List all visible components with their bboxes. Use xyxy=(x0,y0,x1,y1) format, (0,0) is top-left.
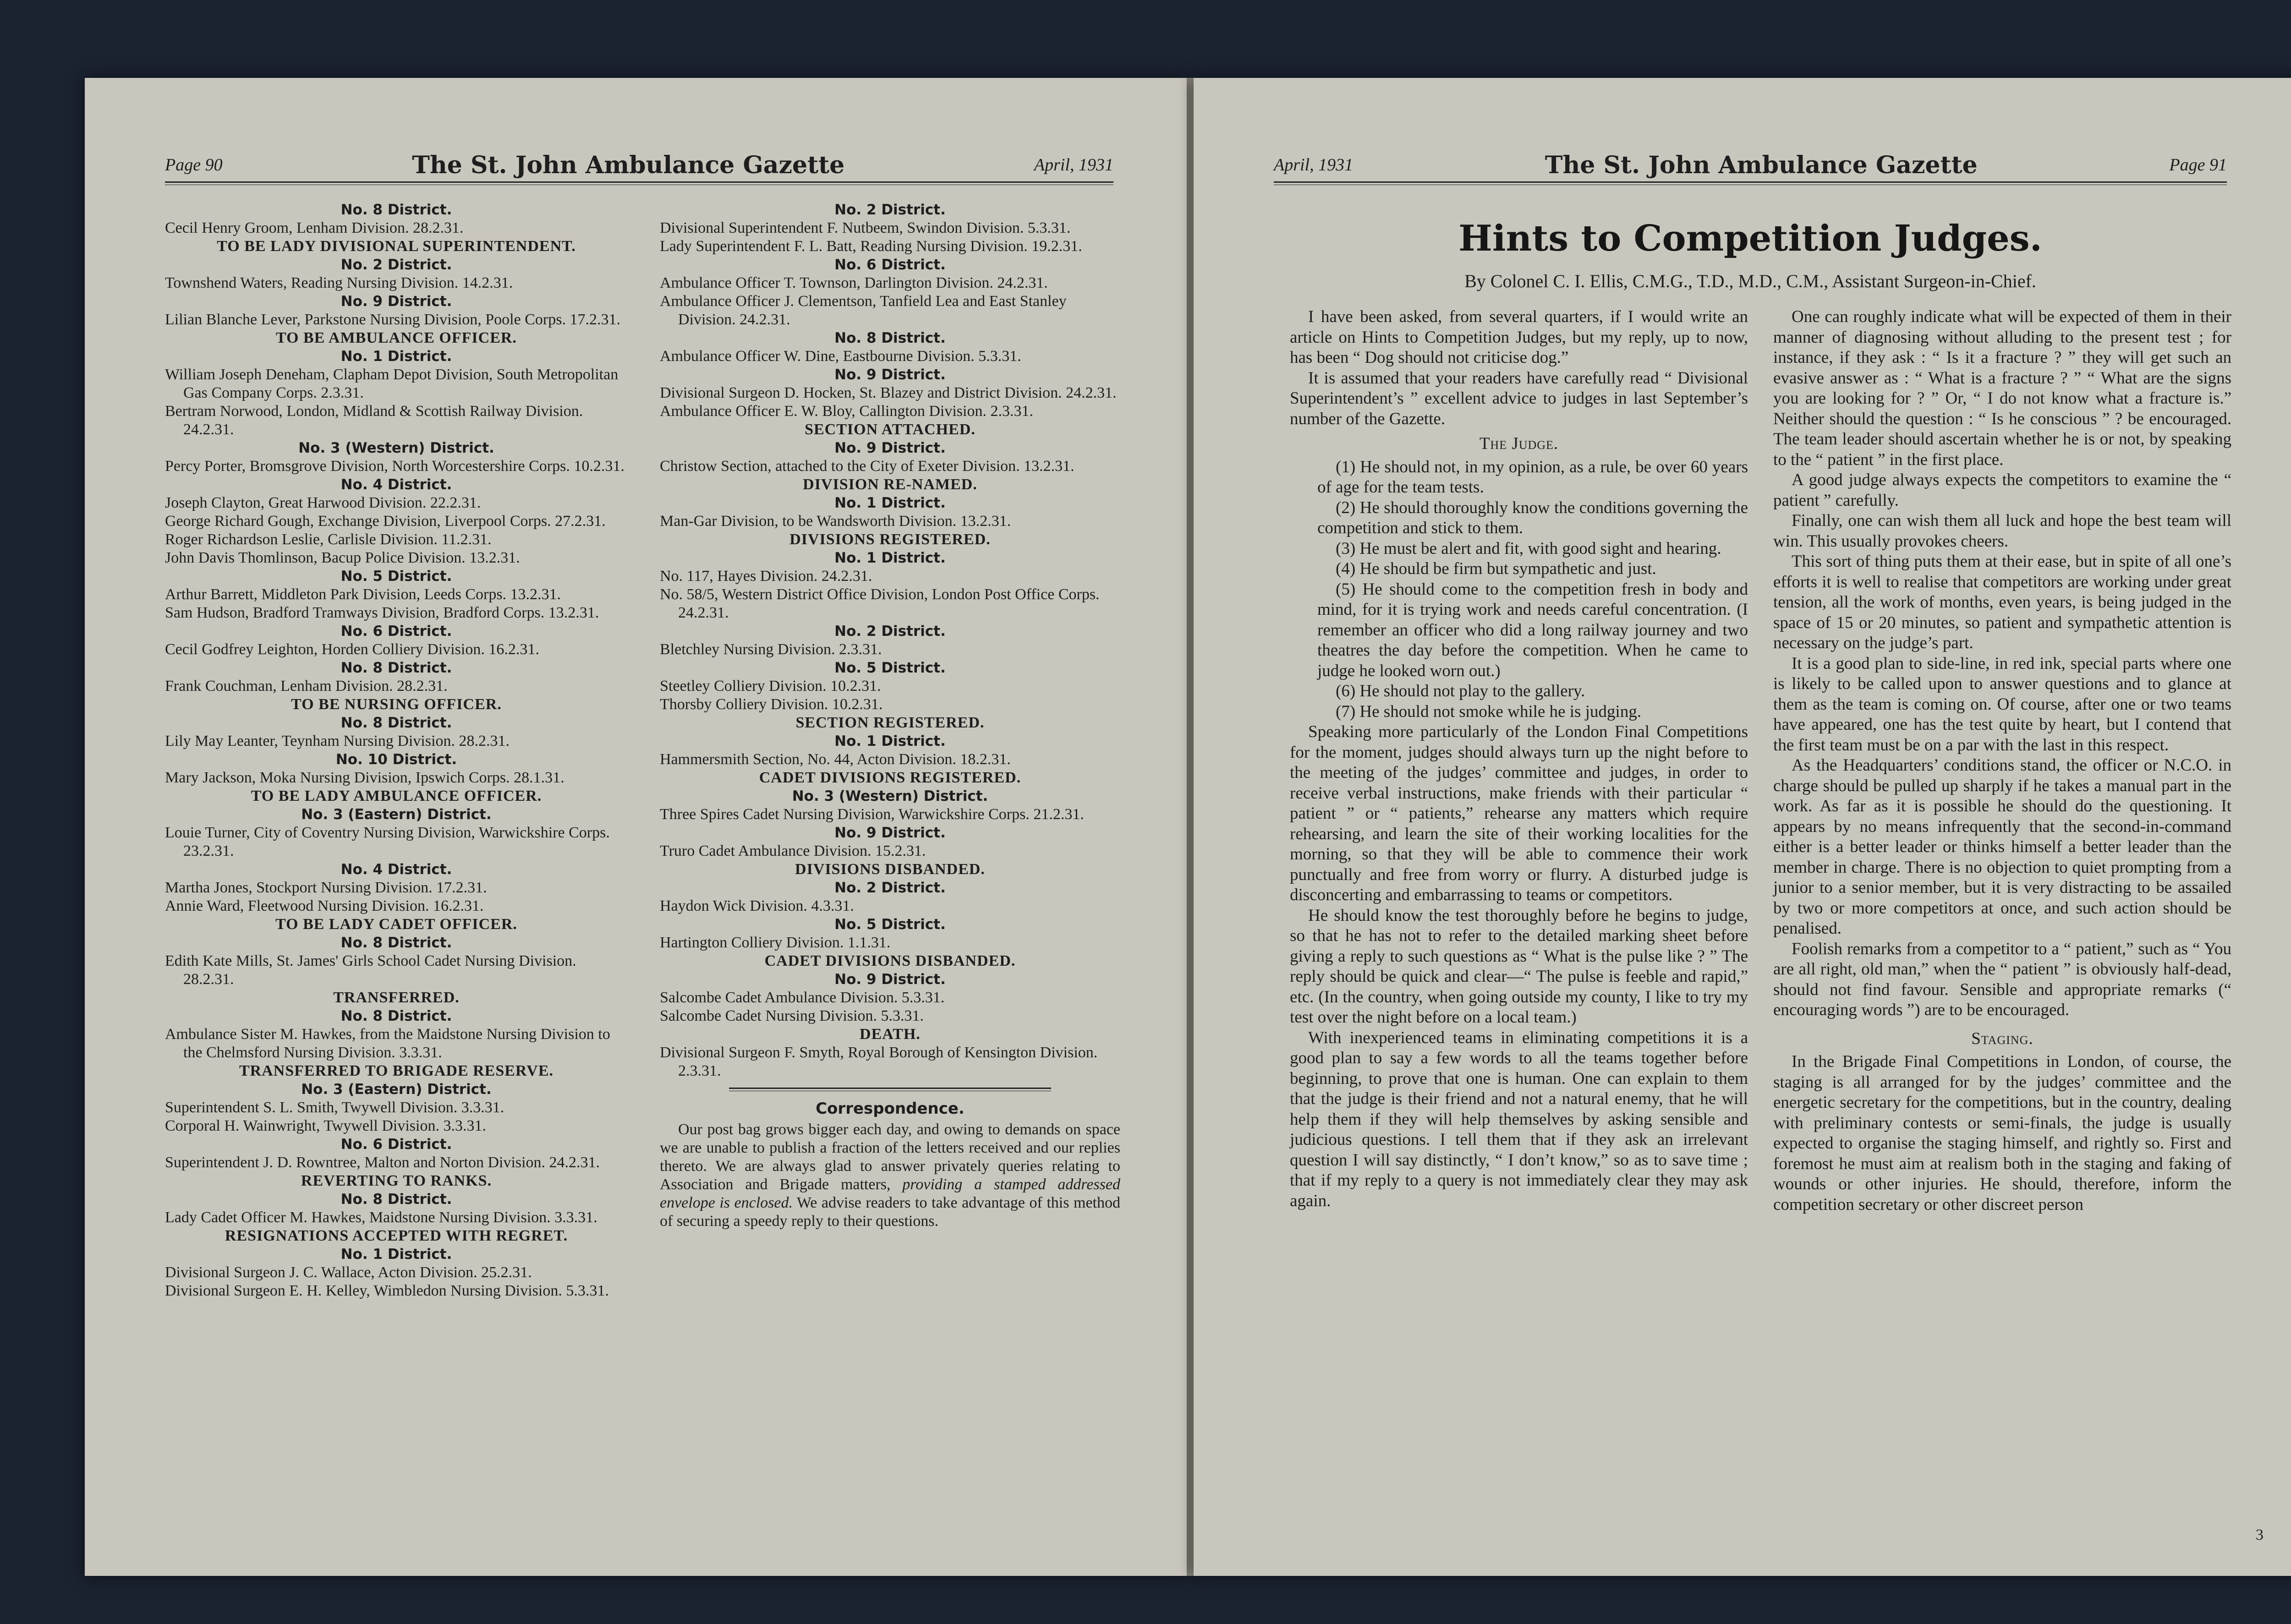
footer-number: 3 xyxy=(2256,1526,2264,1543)
list-entry: Townshend Waters, Reading Nursing Division. 14.2.31. xyxy=(165,274,513,291)
category-heading: REVERTING TO RANKS. xyxy=(301,1172,492,1189)
judge-list xyxy=(1290,457,1748,722)
category-heading: TO BE LADY CADET OFFICER. xyxy=(275,916,517,933)
list-entry: No. 117, Hayes Division. 24.2.31. xyxy=(660,568,872,585)
category-heading: TO BE LADY DIVISIONAL SUPERINTENDENT. xyxy=(217,238,576,255)
list-entry: Joseph Clayton, Great Harwood Division. 22.2.31. xyxy=(165,494,481,511)
category-heading: TO BE AMBULANCE OFFICER. xyxy=(276,329,517,346)
district-heading: No. 6 District. xyxy=(834,257,946,273)
district-heading: No. 4 District. xyxy=(340,476,452,493)
category-heading: RESIGNATIONS ACCEPTED WITH REGRET. xyxy=(225,1227,568,1244)
judge-list-item: (7) He should not smoke while he is judging. xyxy=(1336,702,1641,721)
judge-list-item: (5) He should come to the competition fresh in body and mind, for it is trying work and needs careful concentration. (I remember an officer who did a long railway journey and two theatres the day before the competition. When he came to judge he looked worn out.) xyxy=(1317,580,1748,680)
judge-list-item: (1) He should not, in my opinion, as a rule, be over 60 years of age for the team tests. xyxy=(1317,457,1748,497)
list-entry: Bertram Norwood, London, Midland & Scottish Railway Division. 24.2.31. xyxy=(165,403,583,438)
list-entry: Divisional Surgeon E. H. Kelley, Wimbledon Nursing Division. 5.3.31. xyxy=(165,1282,609,1299)
article-column-2 xyxy=(1773,307,2231,1215)
district-heading: No. 3 (Eastern) District. xyxy=(301,806,492,823)
district-heading: No. 6 District. xyxy=(340,1136,452,1153)
header-rule xyxy=(1274,181,2227,185)
left-page xyxy=(85,78,1187,1576)
running-head-right xyxy=(1274,151,2227,179)
district-heading: No. 9 District. xyxy=(834,825,946,841)
paragraph: Speaking more particularly of the London Final Competitions for the moment, judges should always turn up the night before to the meeting of the judges’ committee and judges, in order to receive verbal instructions, make friends with their particular “ patient ” or “ patients,” rehearse any matters which require rehearsing, and learn the site of their working localities for the morning, so that they will be able to commence their work punctually and free from worry or flurry. A disturbed judge is disconcerting and embarrassing to teams or competitors. xyxy=(1290,722,1748,904)
article-body xyxy=(1290,722,1748,1211)
list-entry: Bletchley Nursing Division. 2.3.31. xyxy=(660,641,882,658)
section-heading-judge: The Judge. xyxy=(1479,434,1559,453)
list-entry: Salcombe Cadet Nursing Division. 5.3.31. xyxy=(660,1007,924,1024)
list-entry: Arthur Barrett, Middleton Park Division, Leeds Corps. 13.2.31. xyxy=(165,586,561,603)
list-entry: Divisional Surgeon J. C. Wallace, Acton Division. 25.2.31. xyxy=(165,1264,532,1281)
issue-date: April, 1931 xyxy=(1034,155,1113,175)
article-title: Hints to Competition Judges. xyxy=(1458,218,2042,259)
list-entry: George Richard Gough, Exchange Division, Liverpool Corps. 27.2.31. xyxy=(165,513,606,530)
judge-list-item: (2) He should thoroughly know the conditions governing the competition and stick to them. xyxy=(1317,498,1748,537)
district-heading: No. 10 District. xyxy=(335,751,457,768)
category-heading: TRANSFERRED TO BRIGADE RESERVE. xyxy=(239,1062,554,1079)
list-entry: Frank Couchman, Lenham Division. 28.2.31. xyxy=(165,678,448,694)
list-entry: Divisional Surgeon F. Smyth, Royal Borough of Kensington Division. 2.3.31. xyxy=(660,1044,1098,1079)
district-heading: No. 9 District. xyxy=(834,971,946,988)
district-heading: No. 2 District. xyxy=(834,623,946,640)
list-entry: Man-Gar Division, to be Wandsworth Division. 13.2.31. xyxy=(660,513,1011,530)
district-heading: No. 8 District. xyxy=(340,660,452,676)
district-heading: No. 2 District. xyxy=(340,257,452,273)
list-entry: Cecil Godfrey Leighton, Horden Colliery Division. 16.2.31. xyxy=(165,641,539,658)
list-entry: William Joseph Deneham, Clapham Depot Division, South Metropolitan Gas Company Corps. 2.3.31. xyxy=(165,366,619,401)
district-heading: No. 9 District. xyxy=(340,293,452,310)
correspondence-emphasis: providing a stamped addressed envelope is enclosed. xyxy=(660,1176,1120,1211)
paragraph: He should know the test thoroughly before he begins to judge, so that he has not to refer to the detailed marking sheet before giving a reply to such questions as “ What is the pulse like ? ” The reply should be quick and clear—“ The pulse is feeble and rapid,” etc. (In the country, when going outside my county, I like to try my test over the night before on a local team.) xyxy=(1290,906,1748,1027)
header-rule xyxy=(165,181,1113,185)
list-entry: Thorsby Colliery Division. 10.2.31. xyxy=(660,696,883,713)
category-heading: DIVISION RE-NAMED. xyxy=(803,476,977,493)
correspondence-text-end: We advise readers to take advantage of this method of securing a speedy reply to their questions. xyxy=(660,1194,1121,1230)
list-entry: Hartington Colliery Division. 1.1.31. xyxy=(660,934,891,951)
paragraph: It is a good plan to side-line, in red ink, special parts where one is likely to be called upon to answer questions and to glance at them as the team is coming on. Of course, after one or two teams have appeared, one has the test quite by heart, but I contend that the first team must be on a par with the last in this respect. xyxy=(1773,654,2231,755)
correspondence-title: Correspondence. xyxy=(816,1099,965,1118)
judge-list-item: (3) He must be alert and fit, with good sight and hearing. xyxy=(1336,539,1721,558)
judge-list-item: (4) He should be firm but sympathetic and just. xyxy=(1336,559,1656,578)
district-heading: No. 9 District. xyxy=(834,440,946,456)
paragraph: In the Brigade Final Competitions in London, of course, the staging is all arranged for by the judges’ committee and the energetic secretary for the competitions, but in the country, dealing with preliminary contests or semi-finals, the judge is usually expected to organise the staging himself, and rightly so. First and foremost he must aim at realism both in the staging and faking of wounds or other injuries. He should, therefore, inform the competition secretary or other discreet person xyxy=(1773,1052,2231,1214)
list-entry: Ambulance Officer T. Townson, Darlington Division. 24.2.31. xyxy=(660,274,1048,291)
district-heading: No. 8 District. xyxy=(340,1191,452,1208)
paragraph: Finally, one can wish them all luck and hope the best team will win. This usually provokes cheers. xyxy=(1773,511,2231,551)
district-heading: No. 8 District. xyxy=(834,330,946,346)
district-heading: No. 5 District. xyxy=(340,568,452,585)
district-heading: No. 2 District. xyxy=(834,880,946,896)
masthead: The St. John Ambulance Gazette xyxy=(412,151,845,179)
district-heading: No. 4 District. xyxy=(340,861,452,878)
district-heading: No. 3 (Western) District. xyxy=(792,788,988,804)
list-entry: Superintendent S. L. Smith, Twywell Division. 3.3.31. xyxy=(165,1099,504,1116)
article-byline: By Colonel C. I. Ellis, C.M.G., T.D., M.D., C.M., Assistant Surgeon-in-Chief. xyxy=(1464,271,2036,291)
paragraph: With inexperienced teams in eliminating competitions it is a good plan to say a few words to all the teams together before beginning, to prove that one is human. One can explain to them that the judge is their friend and not a natural enemy, that he will help them if they will help themselves by asking sensible and judicious questions. I tell them that if they ask an irrelevant question I will say distinctly, “ I don’t know,” so as to save time ; that if my reply to a query is not immediately clear they may ask again. xyxy=(1290,1028,1748,1210)
district-heading: No. 5 District. xyxy=(834,916,946,933)
district-heading: No. 8 District. xyxy=(340,715,452,731)
district-heading: No. 1 District. xyxy=(834,733,946,749)
list-entry: Hammersmith Section, No. 44, Acton Division. 18.2.31. xyxy=(660,751,1011,768)
section-heading-staging: Staging. xyxy=(1971,1029,2033,1048)
correspondence-text: Our post bag grows bigger each day, and owing to demands on space we are unable to publish a fraction of the letters received and our replies thereto. We are always glad to answer privately queries relating to Association and Brigade matters, xyxy=(660,1121,1120,1193)
list-entry: Mary Jackson, Moka Nursing Division, Ipswich Corps. 28.1.31. xyxy=(165,769,565,786)
district-heading: No. 1 District. xyxy=(834,495,946,511)
list-entry: Truro Cadet Ambulance Division. 15.2.31. xyxy=(660,842,926,859)
district-heading: No. 3 (Western) District. xyxy=(298,440,494,456)
category-heading: TO BE LADY AMBULANCE OFFICER. xyxy=(251,787,542,804)
list-entry: Roger Richardson Leslie, Carlisle Division. 11.2.31. xyxy=(165,531,492,548)
list-entry: Martha Jones, Stockport Nursing Division. 17.2.31. xyxy=(165,879,487,896)
district-heading: No. 1 District. xyxy=(834,550,946,566)
list-entry: John Davis Thomlinson, Bacup Police Division. 13.2.31. xyxy=(165,549,520,566)
right-page xyxy=(1194,78,2291,1576)
category-heading: TRANSFERRED. xyxy=(333,989,460,1006)
list-entry: Ambulance Sister M. Hawkes, from the Maidstone Nursing Division to the Chelmsford Nursing Division. 3.3.31. xyxy=(165,1026,610,1061)
paragraph: This sort of thing puts them at their ease, but in spite of all one’s efforts it is well to realise that competitors are working under great tension, all the work of months, even years, is being judged in the space of 15 or 20 minutes, so patient and sympathetic attention is necessary on the judge’s part. xyxy=(1773,552,2231,652)
district-heading: No. 5 District. xyxy=(834,660,946,676)
district-heading: No. 9 District. xyxy=(834,366,946,383)
list-entry: Ambulance Officer J. Clementson, Tanfield Lea and East Stanley Division. 24.2.31. xyxy=(660,293,1067,328)
paragraph: I have been asked, from several quarters, if I would write an article on Hints to Competition Judges, but my reply, up to now, has been “ Dog should not criticise dog.” xyxy=(1290,307,1748,367)
list-entry: Lady Superintendent F. L. Batt, Reading Nursing Division. 19.2.31. xyxy=(660,238,1082,255)
category-heading: TO BE NURSING OFFICER. xyxy=(291,696,502,713)
issue-date: April, 1931 xyxy=(1274,155,1354,175)
list-entry: Divisional Surgeon D. Hocken, St. Blazey and District Division. 24.2.31. xyxy=(660,384,1117,401)
gazette-list xyxy=(660,201,1120,1080)
list-entry: Cecil Henry Groom, Lenham Division. 28.2.31. xyxy=(165,219,464,236)
list-entry: Haydon Wick Division. 4.3.31. xyxy=(660,897,854,914)
category-heading: SECTION ATTACHED. xyxy=(805,421,976,438)
category-heading: DEATH. xyxy=(860,1026,921,1043)
list-entry: Salcombe Cadet Ambulance Division. 5.3.31. xyxy=(660,989,945,1006)
list-entry: Percy Porter, Bromsgrove Division, North Worcestershire Corps. 10.2.31. xyxy=(165,458,625,475)
paragraph: It is assumed that your readers have carefully read “ Divisional Superintendent’s ” excellent advice to judges in last September’s number of the Gazette. xyxy=(1290,368,1748,428)
correspondence-body xyxy=(660,1121,1120,1230)
category-heading: CADET DIVISIONS DISBANDED. xyxy=(764,952,1016,969)
category-heading: SECTION REGISTERED. xyxy=(795,714,985,731)
category-heading: DIVISIONS REGISTERED. xyxy=(789,531,991,548)
district-heading: No. 8 District. xyxy=(340,935,452,951)
category-heading: CADET DIVISIONS REGISTERED. xyxy=(759,769,1021,786)
district-heading: No. 3 (Eastern) District. xyxy=(301,1081,492,1098)
list-entry: Sam Hudson, Bradford Tramways Division, Bradford Corps. 13.2.31. xyxy=(165,604,599,621)
judge-list-item: (6) He should not play to the gallery. xyxy=(1336,682,1585,700)
paragraph: As the Headquarters’ conditions stand, the officer or N.C.O. in charge should be pulled up sharply if he takes a manual part in the work. As far as it is possible he should do the questioning. It appears by no means infrequently that the second-in-command either is a better leader or thinks himself a better leader than the member in charge. There is no objection to quiet prompting from a junior to a senior member, but it is very distracting to be assailed by two or more competitors at once, and such action should be penalised. xyxy=(1773,756,2231,938)
article-column-1 xyxy=(1290,307,1748,1211)
list-entry: Ambulance Officer E. W. Bloy, Callington Division. 2.3.31. xyxy=(660,403,1033,420)
list-entry: Lily May Leanter, Teynham Nursing Division. 28.2.31. xyxy=(165,733,510,749)
district-heading: No. 1 District. xyxy=(340,348,452,365)
list-entry: Corporal H. Wainwright, Twywell Division. 3.3.31. xyxy=(165,1117,486,1134)
list-entry: Ambulance Officer W. Dine, Eastbourne Division. 5.3.31. xyxy=(660,348,1021,365)
category-heading: DIVISIONS DISBANDED. xyxy=(795,861,985,878)
list-entry: Christow Section, attached to the City of Exeter Division. 13.2.31. xyxy=(660,458,1074,475)
district-heading: No. 8 District. xyxy=(340,1008,452,1024)
list-entry: Three Spires Cadet Nursing Division, Warwickshire Corps. 21.2.31. xyxy=(660,806,1084,823)
list-entry: Divisional Superintendent F. Nutbeem, Swindon Division. 5.3.31. xyxy=(660,219,1071,236)
section-divider xyxy=(729,1088,1052,1091)
list-entry: Edith Kate Mills, St. James' Girls School Cadet Nursing Division. 28.2.31. xyxy=(165,952,576,988)
district-heading: No. 6 District. xyxy=(340,623,452,640)
list-entry: Superintendent J. D. Rowntree, Malton and Norton Division. 24.2.31. xyxy=(165,1154,600,1171)
column-left-2 xyxy=(660,201,1120,1230)
list-entry: Annie Ward, Fleetwood Nursing Division. 16.2.31. xyxy=(165,897,484,914)
page-number: Page 91 xyxy=(2169,155,2227,175)
article-body xyxy=(1773,307,2231,1021)
list-entry: Louie Turner, City of Coventry Nursing Division, Warwickshire Corps. 23.2.31. xyxy=(165,824,610,859)
district-heading: No. 1 District. xyxy=(340,1246,452,1263)
running-head-left xyxy=(165,151,1113,179)
district-heading: No. 8 District. xyxy=(340,202,452,218)
paragraph: A good judge always expects the competitors to examine the “ patient ” carefully. xyxy=(1773,470,2231,510)
district-heading: No. 2 District. xyxy=(834,202,946,218)
column-left-1 xyxy=(165,201,628,1300)
paragraph: One can roughly indicate what will be expected of them in their manner of diagnosing without alluding to the present test ; for instance, if they ask : “ Is it a fracture ? ” they will get such an evasive answer as : “ What is a fracture ? ” “ What are the signs you are looking for ? ” Or, “ I do not know what a fracture is.” Neither should the question : “ Is he conscious ” ? be encouraged. The team leader should ascertain whether he is or not, by speaking to the “ patient ” in the first place. xyxy=(1773,307,2231,469)
page-number: Page 90 xyxy=(165,155,223,175)
list-entry: Lilian Blanche Lever, Parkstone Nursing Division, Poole Corps. 17.2.31. xyxy=(165,311,620,328)
list-entry: No. 58/5, Western District Office Division, London Post Office Corps. 24.2.31. xyxy=(660,586,1100,621)
list-entry: Lady Cadet Officer M. Hawkes, Maidstone Nursing Division. 3.3.31. xyxy=(165,1209,597,1226)
list-entry: Steetley Colliery Division. 10.2.31. xyxy=(660,678,881,694)
paragraph: Foolish remarks from a competitor to a “ patient,” such as “ You are all right, old man,” when the “ patient ” is obviously half-dead, should not find favour. Sensible and appropriate remarks (“ encouraging words ”) are to be encouraged. xyxy=(1773,939,2231,1019)
masthead: The St. John Ambulance Gazette xyxy=(1545,151,1978,179)
